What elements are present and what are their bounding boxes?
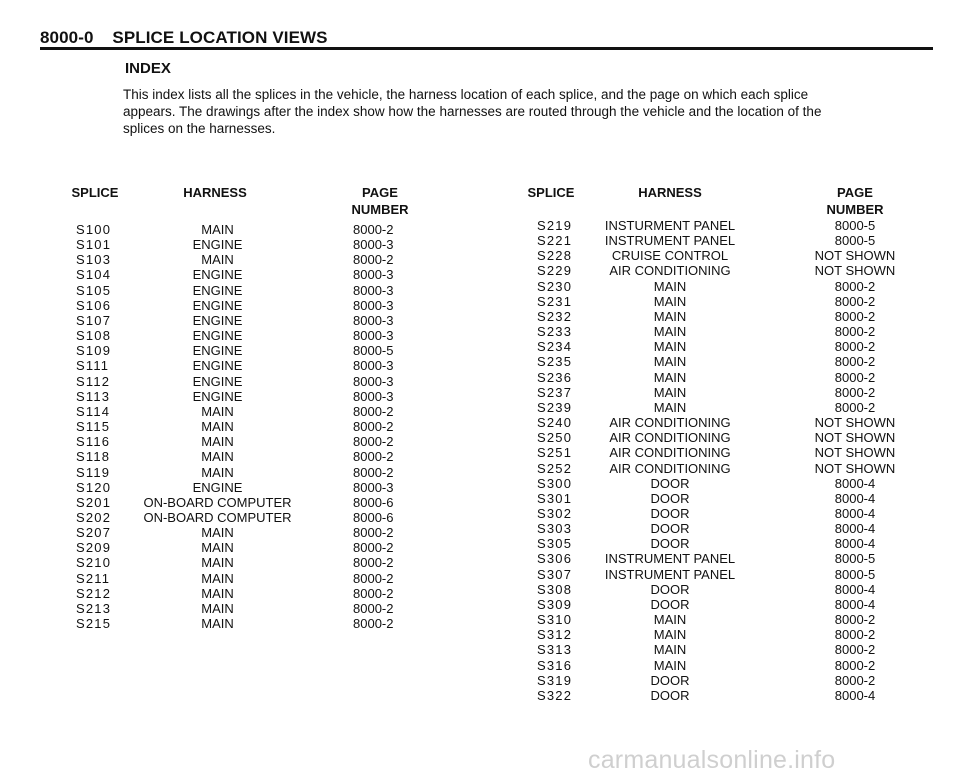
splice-id: S101 — [76, 237, 112, 253]
splice-id: S100 — [76, 222, 112, 237]
page-number: 8000-3 — [353, 358, 394, 374]
harness-name: ENGINE — [192, 343, 243, 359]
page-number: 8000-2 — [834, 308, 876, 324]
page-number: 8000-5 — [834, 551, 876, 567]
splice-id: S108 — [76, 328, 112, 344]
harness-name: ENGINE — [192, 297, 243, 313]
section-number: 8000-0 — [40, 28, 94, 47]
splice-id: S232 — [537, 308, 573, 324]
harness-name: MAIN — [201, 525, 234, 541]
page-number: 8000-3 — [353, 373, 394, 389]
index-heading: INDEX — [125, 60, 171, 77]
page-number: 8000-2 — [353, 600, 394, 616]
page-number: 8000-2 — [834, 339, 876, 355]
watermark: carmanualsonline.info — [588, 746, 836, 774]
harness-name: ENGINE — [192, 388, 243, 404]
harness-name: MAIN — [653, 324, 687, 340]
left-splice-column — [76, 222, 111, 631]
page-header — [40, 28, 328, 48]
harness-name: MAIN — [201, 540, 234, 556]
page-number: 8000-4 — [834, 596, 876, 612]
harness-name: DOOR — [650, 687, 690, 703]
harness-name: INSTURMENT PANEL — [604, 218, 736, 233]
page-number: 8000-3 — [353, 282, 394, 298]
page-title: SPLICE LOCATION VIEWS — [112, 28, 328, 47]
harness-name: MAIN — [653, 339, 687, 355]
harness-name: MAIN — [653, 642, 687, 658]
splice-id: S116 — [76, 434, 111, 450]
harness-name: MAIN — [201, 403, 234, 419]
page-number: 8000-2 — [834, 657, 876, 673]
left-page-header-line1: PAGE — [362, 185, 398, 200]
splice-id: S310 — [537, 612, 573, 628]
splice-id: S202 — [76, 509, 112, 525]
page-number: NOT SHOWN — [814, 430, 896, 446]
harness-name: DOOR — [650, 672, 690, 688]
splice-id: S251 — [537, 445, 573, 461]
harness-name: MAIN — [653, 384, 687, 400]
harness-name: MAIN — [653, 354, 687, 370]
harness-name: ENGINE — [192, 312, 243, 328]
harness-name: ON-BOARD COMPUTER — [143, 509, 292, 525]
splice-id: S313 — [537, 642, 573, 658]
splice-id: S306 — [537, 551, 573, 567]
page-number: 8000-2 — [834, 324, 876, 340]
harness-name: DOOR — [650, 581, 690, 597]
page-number: 8000-2 — [353, 525, 394, 541]
page-number: 8000-2 — [353, 434, 394, 450]
splice-id: S235 — [537, 354, 573, 370]
splice-id: S228 — [537, 248, 573, 264]
harness-name: MAIN — [201, 600, 234, 616]
page-number: 8000-4 — [834, 581, 876, 597]
harness-name: ENGINE — [192, 373, 243, 389]
harness-name: MAIN — [653, 612, 687, 628]
page-number: 8000-3 — [353, 388, 394, 404]
harness-name: ENGINE — [192, 328, 243, 344]
page-number: 8000-5 — [834, 233, 876, 249]
splice-id: S106 — [76, 297, 112, 313]
splice-id: S209 — [76, 540, 112, 556]
right-page-header-line2: NUMBER — [826, 202, 884, 217]
harness-name: MAIN — [201, 419, 234, 435]
harness-name: CRUISE CONTROL — [611, 248, 729, 264]
splice-id: S319 — [537, 672, 573, 688]
splice-id: S239 — [537, 399, 573, 415]
splice-id: S113 — [76, 388, 111, 404]
page-number: 8000-6 — [353, 494, 394, 510]
header-rule — [40, 47, 933, 50]
harness-name: MAIN — [653, 399, 687, 415]
splice-id: S303 — [537, 521, 573, 537]
right-page-header-line1: PAGE — [837, 185, 873, 200]
harness-name: MAIN — [201, 555, 234, 571]
page-number: NOT SHOWN — [814, 460, 896, 476]
splice-id: S230 — [537, 278, 573, 294]
splice-id: S111 — [76, 358, 110, 374]
harness-name: MAIN — [653, 293, 687, 309]
splice-id: S118 — [76, 449, 111, 465]
page-number: 8000-3 — [353, 312, 394, 328]
splice-id: S207 — [76, 525, 112, 541]
page-number: 8000-2 — [834, 354, 876, 370]
splice-id: S233 — [537, 324, 573, 340]
splice-id: S213 — [76, 600, 112, 616]
page-number: 8000-3 — [353, 479, 394, 495]
harness-name: MAIN — [201, 222, 234, 237]
harness-name: AIR CONDITIONING — [609, 430, 731, 446]
page-number: 8000-5 — [834, 566, 876, 582]
left-page-header — [340, 184, 420, 218]
page-number: 8000-2 — [834, 369, 876, 385]
splice-id: S250 — [537, 430, 573, 446]
page-number: 8000-2 — [834, 612, 876, 628]
splice-id: S105 — [76, 282, 112, 298]
page-number: 8000-4 — [834, 490, 876, 506]
page-number: 8000-3 — [353, 237, 394, 253]
splice-id: S237 — [537, 384, 573, 400]
splice-id: S300 — [537, 475, 573, 491]
splice-id: S252 — [537, 460, 573, 476]
right-page-header — [805, 184, 905, 218]
harness-name: DOOR — [650, 475, 690, 491]
harness-name: MAIN — [201, 616, 234, 632]
right-harness-column — [585, 218, 755, 703]
harness-name: MAIN — [653, 657, 687, 673]
splice-id: S114 — [76, 403, 111, 419]
splice-id: S210 — [76, 555, 112, 571]
page-number: 8000-4 — [834, 687, 876, 703]
page-number: 8000-6 — [353, 509, 394, 525]
page-number: 8000-3 — [353, 328, 394, 344]
splice-id: S302 — [537, 505, 573, 521]
harness-name: INSTRUMENT PANEL — [604, 566, 736, 582]
harness-name: INSTRUMENT PANEL — [604, 551, 736, 567]
splice-id: S240 — [537, 415, 573, 431]
harness-name: INSTRUMENT PANEL — [604, 233, 736, 249]
harness-name: ENGINE — [192, 237, 243, 253]
page-number: 8000-2 — [834, 278, 876, 294]
harness-name: DOOR — [650, 521, 690, 537]
harness-name: ENGINE — [192, 267, 243, 283]
harness-name: ON-BOARD COMPUTER — [143, 494, 292, 510]
harness-name: MAIN — [653, 627, 687, 643]
left-harness-column — [125, 222, 310, 631]
page-number: 8000-2 — [834, 384, 876, 400]
harness-name: AIR CONDITIONING — [609, 445, 731, 461]
harness-name: MAIN — [653, 278, 687, 294]
left-page-column — [353, 222, 393, 631]
page-number: 8000-2 — [353, 252, 394, 268]
page-number: NOT SHOWN — [814, 415, 896, 431]
splice-id: S301 — [537, 490, 573, 506]
harness-name: MAIN — [653, 308, 687, 324]
splice-id: S309 — [537, 596, 573, 612]
harness-name: DOOR — [650, 536, 690, 552]
page-number: 8000-4 — [834, 536, 876, 552]
page-number: 8000-4 — [834, 475, 876, 491]
splice-id: S219 — [537, 218, 573, 233]
harness-name: MAIN — [201, 252, 234, 268]
page-number: 8000-2 — [353, 540, 394, 556]
splice-id: S236 — [537, 369, 573, 385]
splice-id: S112 — [76, 373, 111, 389]
page-number: 8000-2 — [353, 570, 394, 586]
harness-name: MAIN — [201, 464, 234, 480]
harness-name: ENGINE — [192, 282, 243, 298]
page-number: 8000-4 — [834, 505, 876, 521]
splice-id: S211 — [76, 570, 111, 586]
harness-name: DOOR — [650, 596, 690, 612]
page-number: 8000-2 — [353, 419, 394, 435]
harness-name: ENGINE — [192, 358, 243, 374]
page-number: 8000-2 — [834, 293, 876, 309]
page-number: 8000-2 — [353, 403, 394, 419]
splice-id: S322 — [537, 687, 573, 703]
harness-name: DOOR — [650, 505, 690, 521]
right-harness-header: HARNESS — [638, 185, 702, 200]
right-splice-column — [537, 218, 572, 703]
page-number: 8000-3 — [353, 267, 394, 283]
harness-name: ENGINE — [192, 479, 243, 495]
harness-name: AIR CONDITIONING — [609, 415, 731, 431]
page-number: NOT SHOWN — [814, 248, 896, 264]
page-number: NOT SHOWN — [814, 445, 896, 461]
page-number: 8000-2 — [834, 399, 876, 415]
harness-name: MAIN — [653, 369, 687, 385]
splice-id: S305 — [537, 536, 573, 552]
left-harness-header: HARNESS — [183, 185, 247, 200]
page-number: 8000-5 — [353, 343, 394, 359]
splice-id: S215 — [76, 616, 112, 632]
harness-name: MAIN — [201, 449, 234, 465]
page-number: 8000-2 — [834, 672, 876, 688]
splice-id: S103 — [76, 252, 112, 268]
right-page-column — [800, 218, 910, 703]
harness-name: MAIN — [201, 570, 234, 586]
page-number: 8000-2 — [353, 449, 394, 465]
right-splice-header: SPLICE — [527, 185, 575, 200]
splice-id: S316 — [537, 657, 573, 673]
harness-name: MAIN — [201, 434, 234, 450]
splice-id: S221 — [537, 233, 573, 249]
splice-id: S104 — [76, 267, 112, 283]
page-number: 8000-2 — [353, 464, 394, 480]
splice-id: S120 — [76, 479, 112, 495]
splice-id: S307 — [537, 566, 573, 582]
harness-name: MAIN — [201, 585, 234, 601]
page-number: 8000-2 — [353, 222, 394, 237]
page-number: 8000-2 — [353, 616, 394, 632]
splice-id: S109 — [76, 343, 112, 359]
harness-name: DOOR — [650, 490, 690, 506]
page-number: NOT SHOWN — [814, 263, 896, 279]
splice-id: S107 — [76, 312, 112, 328]
splice-id: S234 — [537, 339, 573, 355]
splice-id: S229 — [537, 263, 573, 279]
splice-id: S115 — [76, 419, 111, 435]
splice-id: S312 — [537, 627, 573, 643]
left-splice-header: SPLICE — [71, 185, 119, 200]
splice-id: S119 — [76, 464, 111, 480]
page-number: 8000-3 — [353, 297, 394, 313]
harness-name: AIR CONDITIONING — [609, 263, 731, 279]
harness-name: AIR CONDITIONING — [609, 460, 731, 476]
intro-paragraph: This index lists all the splices in the vehicle, the harness location of each splice, and the page on which each splice appears. The drawings after the index show how the harnesses are routed through the vehicle and the location of the splices on the harnesses. — [123, 87, 822, 136]
splice-id: S201 — [76, 494, 112, 510]
page-number: 8000-2 — [353, 555, 394, 571]
page-number: 8000-4 — [834, 521, 876, 537]
page-number: 8000-2 — [353, 585, 394, 601]
splice-id: S212 — [76, 585, 112, 601]
page-number: 8000-5 — [834, 218, 876, 233]
splice-id: S308 — [537, 581, 573, 597]
splice-id: S231 — [537, 293, 573, 309]
page-number: 8000-2 — [834, 642, 876, 658]
left-page-header-line2: NUMBER — [351, 202, 409, 217]
page-number: 8000-2 — [834, 627, 876, 643]
